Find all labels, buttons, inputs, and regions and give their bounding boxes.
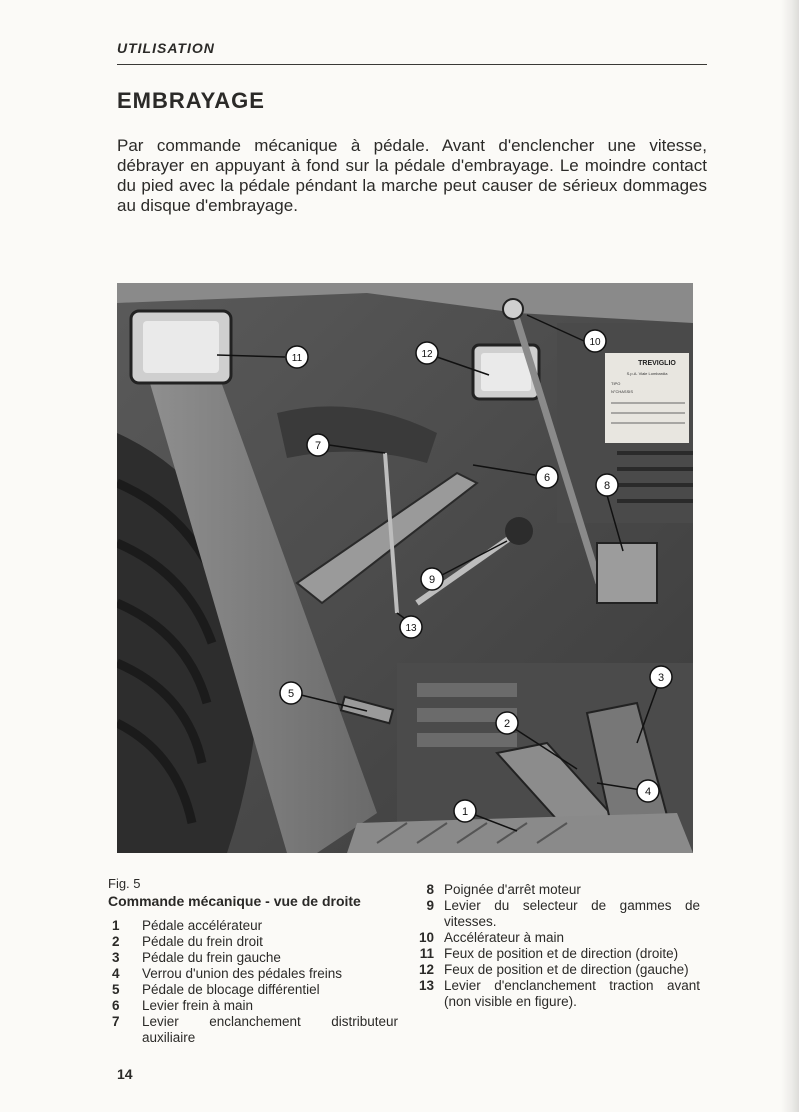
- page-edge-shadow: [781, 0, 799, 1112]
- svg-text:10: 10: [589, 337, 601, 348]
- figure-photo: [117, 283, 693, 853]
- plate-chassis: N°CHASSIS: [611, 389, 634, 394]
- plate-tipo: TIPO: [611, 381, 621, 386]
- svg-text:6: 6: [543, 472, 551, 484]
- intro-paragraph: Par commande mécanique à pédale. Avant d'enclencher une vitesse, débrayer en appuyant à fond sur la pédale d'embrayage. Le moindre contact du pied avec la pédale péndant la marche peut causer de sérieux dommages au disque d'embrayage.: [117, 136, 707, 215]
- legend-left: [108, 918, 398, 1046]
- figure-title: Commande mécanique - vue de droite: [108, 893, 361, 909]
- callout-3: [650, 666, 672, 688]
- callout-5: [280, 682, 302, 704]
- legend-item: 12 Feux de position et de direction (gauche): [418, 962, 689, 977]
- figure-number: Fig. 5: [108, 876, 141, 891]
- svg-text:12: 12: [421, 349, 433, 360]
- legend-item: 10 Accélérateur à main: [418, 930, 565, 945]
- svg-text:3: 3: [657, 672, 665, 684]
- callout-11: [286, 346, 308, 368]
- callout-9: [421, 568, 443, 590]
- callout-10: [584, 330, 606, 352]
- svg-text:8: 8: [603, 480, 611, 492]
- legend-item: 9 Levier du selecteur de gammes de vitesses.: [426, 898, 700, 929]
- svg-text:11: 11: [291, 353, 303, 364]
- svg-text:9: 9: [428, 574, 436, 586]
- section-header: UTILISATION: [117, 40, 215, 56]
- tractor-controls-illustration: [117, 283, 693, 853]
- legend-item: 5 Pédale de blocage différentiel: [112, 982, 320, 997]
- callout-1: [454, 800, 476, 822]
- legend-item: 6 Levier frein à main: [112, 998, 254, 1013]
- plate-address: S.p.A. Viale Lombardia: [626, 371, 668, 376]
- legend-item: 11 Feux de position et de direction (droite): [419, 946, 679, 961]
- svg-text:5: 5: [287, 688, 295, 700]
- callout-12: [416, 342, 438, 364]
- legend-item: 2 Pédale du frein droit: [112, 934, 263, 949]
- plate-brand: TREVIGLIO: [638, 360, 676, 367]
- svg-text:4: 4: [644, 786, 652, 798]
- legend-item: 4 Verrou d'union des pédales freins: [112, 966, 342, 981]
- svg-text:13: 13: [405, 623, 417, 634]
- page-title: EMBRAYAGE: [117, 88, 265, 113]
- page-number: 14: [117, 1066, 133, 1082]
- legend-right: [408, 882, 700, 1010]
- callout-13: [400, 616, 422, 638]
- header-rule: [117, 64, 707, 65]
- legend-item: 7 Levier enclanchement distributeur auxiliaire: [112, 1014, 398, 1045]
- svg-text:7: 7: [314, 440, 322, 452]
- callout-7: [307, 434, 329, 456]
- svg-text:1: 1: [461, 806, 469, 818]
- svg-text:2: 2: [503, 718, 511, 730]
- callout-2: [496, 712, 518, 734]
- callout-4: [637, 780, 659, 802]
- figure-caption: [108, 876, 398, 1046]
- callout-6: [536, 466, 558, 488]
- callout-8: [596, 474, 618, 496]
- legend-right-column: [408, 882, 700, 1010]
- legend-item: 8 Poignée d'arrêt moteur: [426, 882, 581, 897]
- legend-item: 13 Levier d'enclanchement traction avant (non visible en figure).: [418, 978, 700, 1009]
- legend-item: 3 Pédale du frein gauche: [112, 950, 281, 965]
- legend-item: 1 Pédale accélérateur: [112, 918, 263, 933]
